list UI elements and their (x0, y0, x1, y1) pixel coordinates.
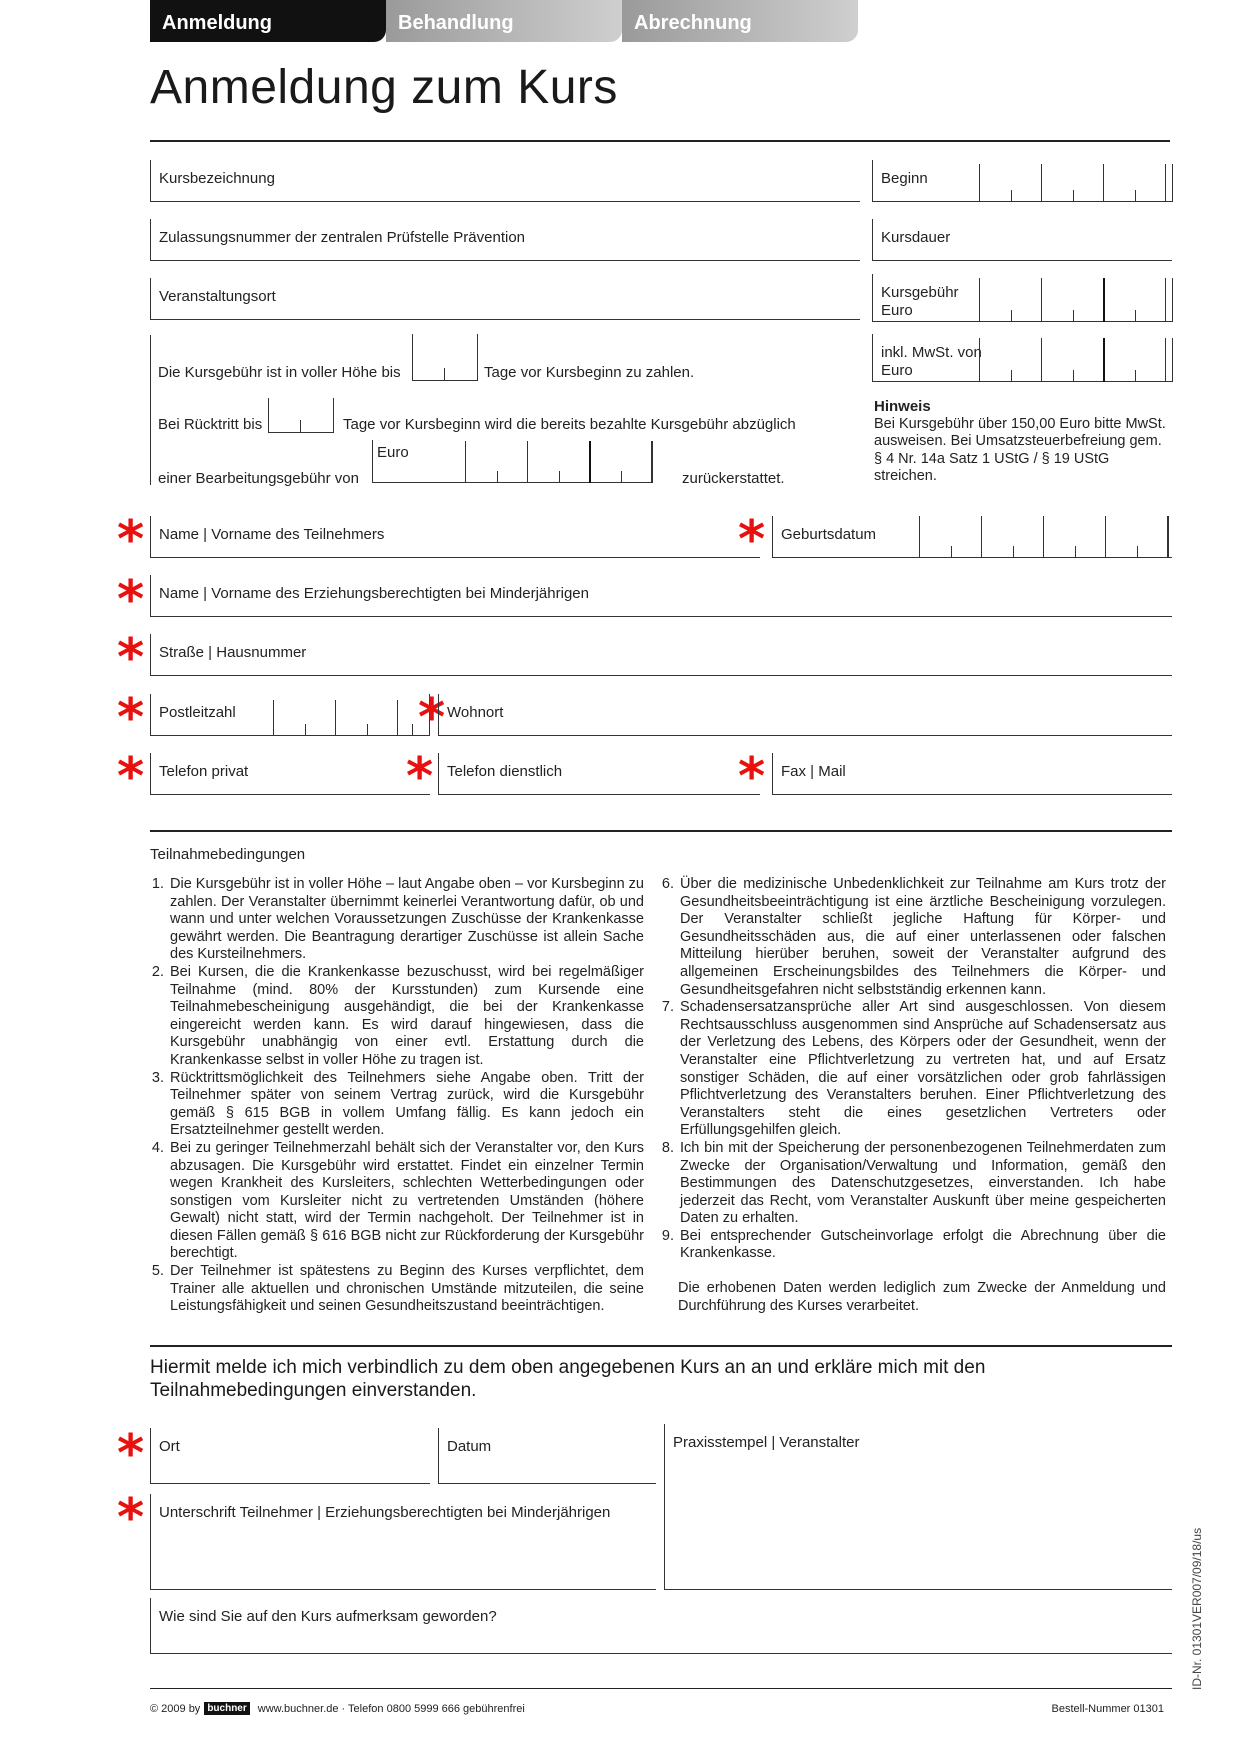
fax-mail-label: Fax | Mail (781, 763, 846, 780)
required-star-icon: * (117, 747, 145, 807)
required-star-icon: * (418, 688, 446, 748)
terms-left-column (150, 876, 644, 1316)
wohnort-field[interactable] (438, 694, 1172, 736)
beginn-field[interactable] (872, 160, 1172, 202)
footer-order-number: Bestell-Nummer 01301 (1051, 1703, 1164, 1715)
footer-contact: www.buchner.de · Telefon 0800 5999 666 gebührenfrei (257, 1702, 525, 1715)
ort-field[interactable] (150, 1428, 430, 1484)
payment-line2-a: Bei Rücktritt bis (158, 416, 263, 433)
kursdauer-field[interactable] (872, 219, 1172, 261)
terms-right-column (660, 876, 1166, 1315)
buchner-logo: buchner (204, 1702, 249, 1715)
beginn-label: Beginn (881, 170, 928, 187)
terms-item: 5. Der Teilnehmer ist spätestens zu Beginn des Kurses verpflichtet, dem Trainer alle aktuellen und chronischen Umstände mitzuteilen, die seine Leistungsfähigkeit und seinen Gesundheitszustand beeinträchtigen. (168, 1263, 644, 1316)
bearbeitungsgebuehr-euro-label: Euro (377, 444, 409, 461)
footer-left (150, 1702, 525, 1715)
fax-mail-field[interactable] (772, 753, 1172, 795)
hinweis-text: Bei Kursgebühr über 150,00 Euro bitte MwSt. ausweisen. Bei Umsatzsteuerbefreiung gem. § 4 Nr. 14a Satz 1 UStG / § 19 UStG streichen. (874, 415, 1166, 484)
veranstaltungsort-field[interactable] (150, 278, 860, 320)
praxisstempel-field[interactable] (664, 1424, 1172, 1590)
zulassungsnummer-field[interactable] (150, 219, 860, 261)
praxisstempel-label: Praxisstempel | Veranstalter (673, 1434, 860, 1451)
required-star-icon: * (117, 1488, 145, 1548)
hinweis-heading: Hinweis (874, 398, 931, 415)
side-id-number: ID-Nr. 01301VER007/09/18/us (1190, 1527, 1204, 1690)
postleitzahl-label: Postleitzahl (159, 704, 236, 721)
kursbezeichnung-field[interactable] (150, 160, 860, 202)
strasse-field[interactable] (150, 634, 1172, 676)
terms-heading: Teilnahmebedingungen (150, 846, 306, 863)
tab-behandlung[interactable]: Behandlung (386, 0, 622, 42)
terms-item: 3. Rücktrittsmöglichkeit des Teilnehmers siehe Angabe oben. Tritt der Teilnehmer später von seinem Vertrag zurück, wird die Kursgebühr gemäß § 615 BGB in vollem Umfang fällig. Es kann jedoch ein Ersatzteilnehmer gestellt werden. (168, 1070, 644, 1140)
terms-footer-note: Die erhobenen Daten werden lediglich zum Zwecke der Anmeldung und Durchführung des Kurses verarbeitet. (678, 1280, 1166, 1314)
payment-line1-a: Die Kursgebühr ist in voller Höhe bis (158, 364, 401, 381)
required-star-icon: * (117, 1424, 145, 1484)
aufmerksam-label: Wie sind Sie auf den Kurs aufmerksam geworden? (159, 1608, 497, 1625)
terms-item: 4. Bei zu geringer Teilnehmerzahl behält sich der Veranstalter vor, den Kurs abzusagen. Die Kursgebühr wird erstattet. Findet ein einzelner Termin wegen Krankheit des Kursleiters, schlechten Wetterbedingungen oder sonstigen vom Kursleiter nicht zu vertretenden Umständen (höhere Gewalt) nicht statt, wird der Termin nachgeholt. Der Teilnehmer ist in diesen Fällen gemäß § 616 BGB nicht zur Rückforderung der Kursgebühr berechtigt. (168, 1140, 644, 1263)
kursbezeichnung-label: Kursbezeichnung (159, 170, 275, 187)
aufmerksam-field[interactable] (150, 1598, 1172, 1654)
datum-field[interactable] (438, 1428, 656, 1484)
erziehungsberechtigter-label: Name | Vorname des Erziehungsberechtigten bei Minderjährigen (159, 585, 589, 602)
declaration-divider (150, 1345, 1172, 1347)
telefon-privat-label: Telefon privat (159, 763, 249, 780)
required-star-icon: * (738, 510, 766, 570)
terms-divider (150, 830, 1172, 832)
page-title: Anmeldung zum Kurs (150, 61, 618, 114)
unterschrift-label: Unterschrift Teilnehmer | Erziehungsberechtigten bei Minderjährigen (159, 1504, 611, 1521)
terms-item: 8. Ich bin mit der Speicherung der personenbezogenen Teilnehmerdaten zum Zwecke der Organisation/Verwaltung und Information, gemäß den Bestimmungen des Datenschutzgesetzes, einverstanden. Ich habe jederzeit das Recht, vom Veranstalter Auskunft über meine gespeicherten Daten zu erhalten. (678, 1140, 1166, 1228)
geburtsdatum-label: Geburtsdatum (781, 526, 877, 543)
telefon-dienstlich-field[interactable] (438, 753, 760, 795)
title-divider (150, 140, 1170, 142)
wohnort-label: Wohnort (447, 704, 504, 721)
hinweis-box (874, 398, 1174, 486)
required-star-icon: * (117, 628, 145, 688)
unterschrift-field[interactable] (150, 1494, 656, 1590)
bearbeitungsgebuehr-input[interactable] (372, 440, 651, 483)
tab-abrechnung[interactable]: Abrechnung (622, 0, 858, 42)
footer-copyright: © 2009 by (150, 1702, 201, 1715)
payment-line3-b: zurückerstattet. (682, 470, 785, 487)
terms-item: 9. Bei entsprechender Gutscheinvorlage erfolgt die Abrechnung über die Krankenkasse. (678, 1228, 1166, 1263)
tab-anmeldung[interactable]: Anmeldung (150, 0, 386, 42)
mwst-field[interactable] (872, 334, 1172, 382)
terms-item: 2. Bei Kursen, die die Krankenkasse bezuschusst, wird bei regelmäßiger Teilnahme (mind. 80% der Kursstunden) zum Kursende eine Teilnahmebescheinigung ausgehändigt, die bei der Krankenkasse eingereicht werden kann. Es wird darauf hingewiesen, dass die Kursgebühr unabhängig von einer evtl. Erstattung durch die Krankenkasse selbst in voller Höhe zu tragen ist. (168, 964, 644, 1070)
datum-label: Datum (447, 1438, 492, 1455)
mwst-label: inkl. MwSt. von Euro (881, 344, 982, 379)
teilnehmer-name-label: Name | Vorname des Teilnehmers (159, 526, 385, 543)
required-star-icon: * (406, 747, 434, 807)
required-star-icon: * (738, 747, 766, 807)
payment-block-border (150, 335, 151, 485)
terms-item: 1. Die Kursgebühr ist in voller Höhe – laut Angabe oben – vor Kursbeginn zu zahlen. Der Veranstalter übernimmt keinerlei Verantwortung dafür, ob und wann und unter welchen Voraussetzungen Zuschüsse der Krankenkasse gewährt werden. Die Beantragung derartiger Zuschüsse ist allein Sache des Kursteilnehmers. (168, 876, 644, 964)
payment-line3-a: einer Bearbeitungsgebühr von (158, 470, 359, 487)
terms-item: 7. Schadensersatzansprüche aller Art sind ausgeschlossen. Von diesem Rechtsausschluss ausgenommen sind Ansprüche auf Schadensersatz aus der Verletzung des Lebens, des Körpers oder der Gesundheit, wenn der Veranstalter eine Pflichtverletzung zu vertreten hat, und auf Ersatz sonstiger Schäden, die auf einer vorsätzlichen oder grob fahrlässigen Pflichtverletzung des Veranstalters beruhen. Einer Pflichtverletzung des Veranstalters steht die eines gesetzlichen Vertreters oder Erfüllungsgehilfen gleich. (678, 999, 1166, 1140)
telefon-dienstlich-label: Telefon dienstlich (447, 763, 563, 780)
postleitzahl-field[interactable] (150, 694, 430, 736)
required-star-icon: * (117, 570, 145, 630)
telefon-privat-field[interactable] (150, 753, 430, 795)
ruecktritt-tage-input[interactable] (268, 398, 334, 433)
required-star-icon: * (117, 510, 145, 570)
zahlung-tage-input[interactable] (412, 334, 478, 381)
veranstaltungsort-label: Veranstaltungsort (159, 288, 276, 305)
geburtsdatum-field[interactable] (772, 516, 1172, 558)
payment-line2-b: Tage vor Kursbeginn wird die bereits bezahlte Kursgebühr abzüglich (343, 416, 796, 433)
kursdauer-label: Kursdauer (881, 229, 951, 246)
erziehungsberechtigter-field[interactable] (150, 575, 1172, 617)
ort-label: Ort (159, 1438, 180, 1455)
kursgebuehr-field[interactable] (872, 274, 1172, 322)
payment-line1-b: Tage vor Kursbeginn zu zahlen. (484, 364, 695, 381)
declaration-text: Hiermit melde ich mich verbindlich zu dem oben angegebenen Kurs an an und erkläre mich mit den Teilnahmebedingungen einverstanden. (150, 1357, 986, 1401)
strasse-label: Straße | Hausnummer (159, 644, 307, 661)
kursgebuehr-label: Kursgebühr Euro (881, 284, 959, 319)
teilnehmer-name-field[interactable] (150, 516, 760, 558)
footer-divider (150, 1688, 1172, 1689)
terms-item: 6. Über die medizinische Unbedenklichkeit zur Teilnahme am Kurs trotz der Gesundheitsbeeinträchtigung ist eine ärztliche Bescheinigung vorzulegen. Der Veranstalter schließt jegliche Haftung für Körper- und Gesundheitsschäden aus, die auf einer unterlassenen oder falschen Mitteilung hierüber beruhen, soweit der Veranstalter aufgrund des allgemeinen Erscheinungsbildes des Teilnehmers die Körper- und Gesundheitsgefahren nicht selbstständig erkennen kann. (678, 876, 1166, 999)
required-star-icon: * (117, 688, 145, 748)
zulassungsnummer-label: Zulassungsnummer der zentralen Prüfstelle Prävention (159, 229, 526, 246)
